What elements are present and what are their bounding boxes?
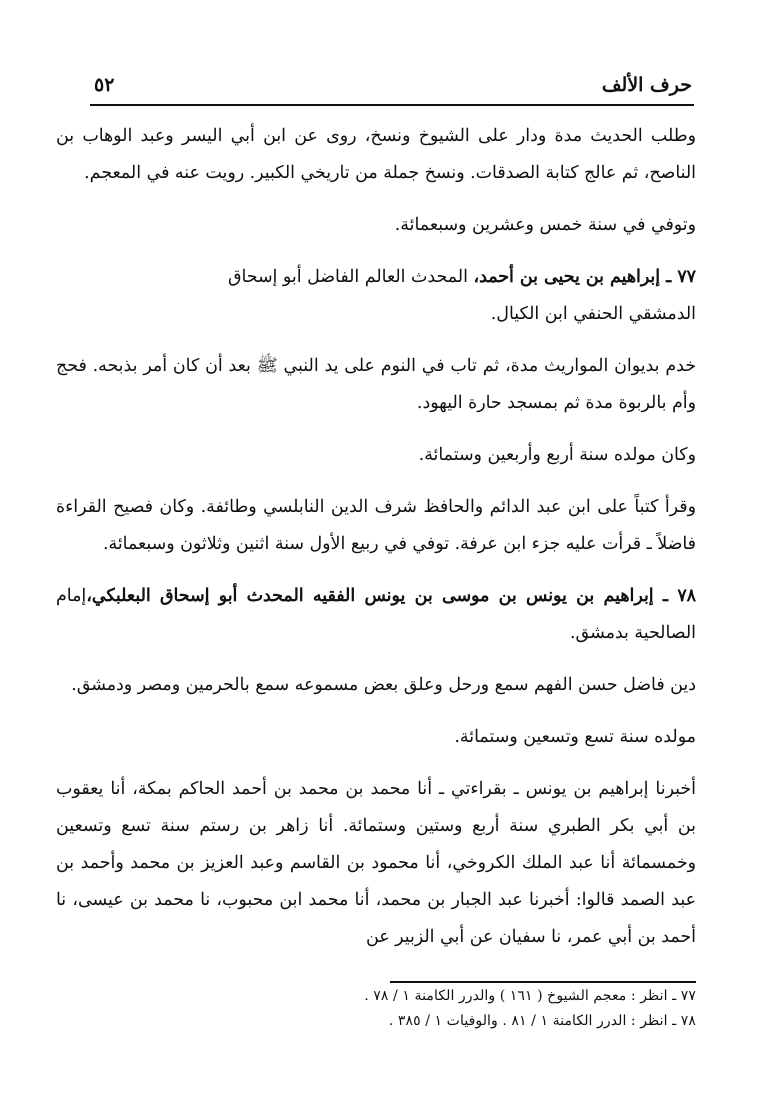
paragraph: دين فاضل حسن الفهم سمع ورحل وعلق بعض مسموعه سمع بالحرمين ومصر ودمشق. (71, 675, 696, 695)
entry-78-heading: ٧٨ ـ إبراهيم بن يونس بن موسى بن يونس الفقيه المحدث أبو إسحاق البعلبكي، (86, 586, 696, 606)
main-text (56, 118, 696, 971)
paragraph: وتوفي في سنة خمس وعشرين وسبعمائة. (394, 215, 696, 235)
paragraph: خدم بديوان المواريث مدة، ثم تاب في النوم على يد النبي ﷺ بعد أن كان أمر بذبحه. فحج وأم بالربوة مدة ثم بمسجد حارة اليهود. (56, 356, 696, 413)
paragraph: وطلب الحديث مدة ودار على الشيوخ ونسخ، روى عن ابن أبي اليسر وعبد الوهاب بن الناصح، ثم عالج كتابة الصدقات. ونسخ جملة من تاريخي الكبير. رويت عنه في المعجم. (56, 126, 696, 183)
entry-78-text: إمام الصالحية بدمشق. (56, 586, 696, 643)
footnote: ٧٧ ـ انظر : معجم الشيوخ ( ١٦١ ) والدرر الكامنة ١ / ٧٨ . (364, 988, 696, 1004)
chapter-title: حرف الألف (601, 74, 692, 96)
page-number: ٥٢ (94, 74, 115, 96)
paragraph: أخبرنا إبراهيم بن يونس ـ بقراءتي ـ أنا محمد بن محمد بن أحمد الحاكم بمكة، أنا يعقوب بن أبي بكر الطبري سنة أربع وستين وستمائة. أنا زاهر بن رستم سنة تسع وتسعين وخمسمائة أنا عبد الملك الكروخي، أنا محمود بن القاسم وعبد العزيز بن محمد وأحمد بن عبد الصمد قالوا: أخبرنا عبد الجبار بن محمد، أنا محمد ابن محبوب، نا محمد بن عيسى، نا أحمد بن أبي عمر، نا سفيان عن أبي الزبير عن (56, 779, 696, 947)
footnote: ٧٨ ـ انظر : الدرر الكامنة ١ / ٨١ . والوفيات ١ / ٣٨٥ . (388, 1013, 696, 1029)
running-header (90, 66, 694, 106)
paragraph: الدمشقي الحنفي ابن الكيال. (490, 304, 696, 324)
entry-78 (56, 578, 696, 652)
footnotes (56, 982, 696, 1034)
paragraph: وكان مولده سنة أربع وأربعين وستمائة. (418, 445, 696, 465)
entry-77-text: المحدث العالم الفاضل أبو إسحاق (227, 267, 474, 287)
entry-77-heading: ٧٧ ـ إبراهيم بن يحيى بن أحمد، (473, 267, 696, 287)
paragraph: وقرأ كتباً على ابن عبد الدائم والحافظ شرف الدين النابلسي وطائفة. وكان فصيح القراءة فاضلاً ـ قرأت عليه جزء ابن عرفة. توفي في ربيع الأول سنة اثنين وثلاثون وسبعمائة. (56, 497, 696, 554)
paragraph: مولده سنة تسع وتسعين وستمائة. (454, 727, 696, 747)
entry-77 (56, 259, 696, 296)
